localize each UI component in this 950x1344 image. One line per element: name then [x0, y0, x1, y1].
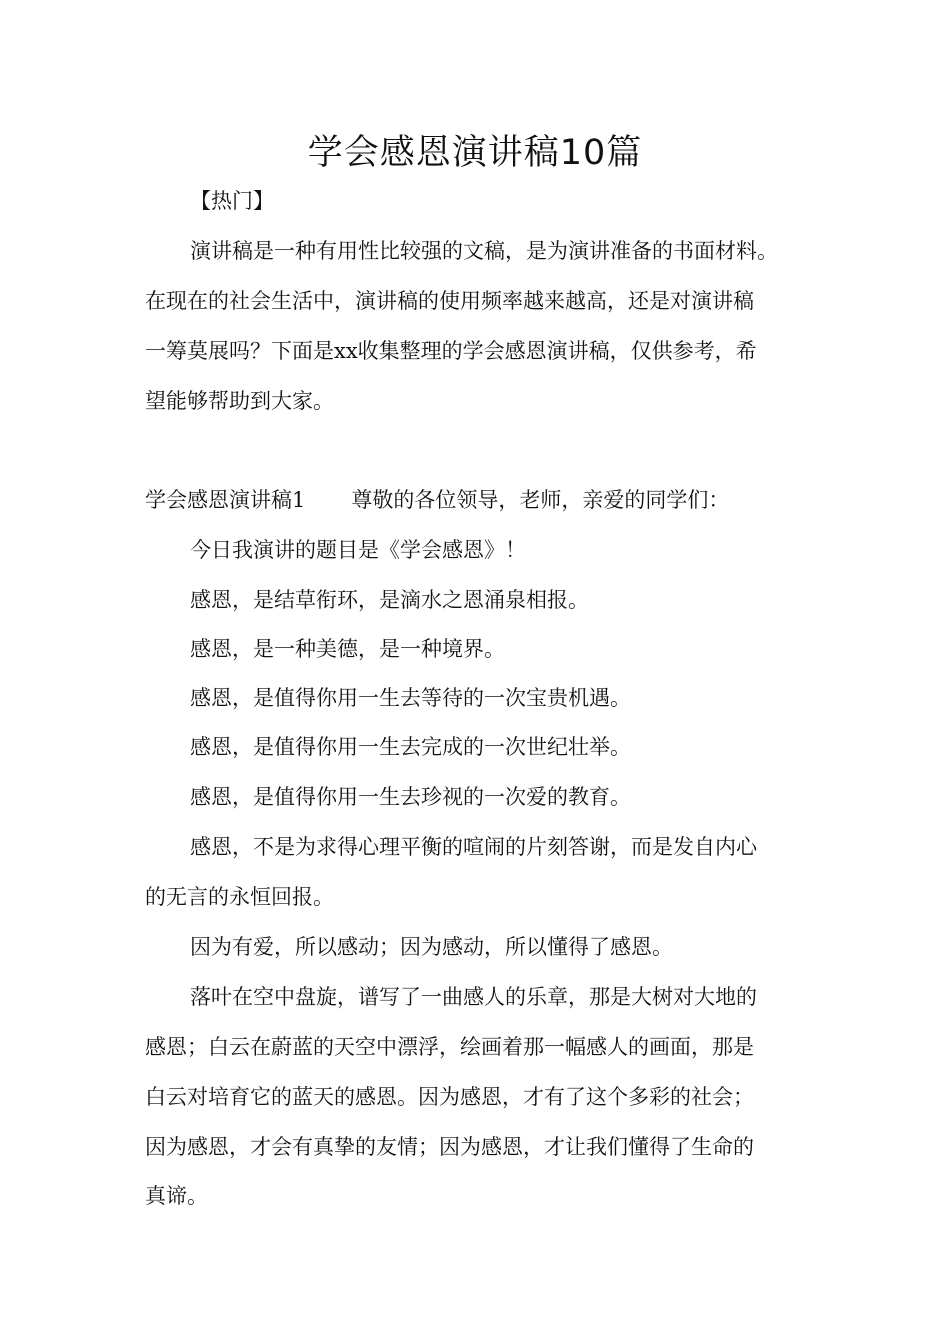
intro-line: 一筹莫展吗？下面是xx收集整理的学会感恩演讲稿，仅供参考，希 [145, 339, 757, 363]
document-title: 学会感恩演讲稿10篇 [307, 133, 643, 173]
intro-line: 演讲稿是一种有用性比较强的文稿，是为演讲准备的书面材料。 [190, 239, 778, 263]
hot-tag: 【热门】 [190, 189, 274, 213]
section-heading: 学会感恩演讲稿1 [145, 488, 306, 512]
intro-line: 望能够帮助到大家。 [145, 389, 334, 413]
body-line: 因为有爱，所以感动；因为感动，所以懂得了感恩。 [190, 935, 673, 959]
body-line: 感恩，不是为求得心理平衡的喧闹的片刻答谢，而是发自内心 [190, 835, 757, 859]
body-line: 感恩；白云在蔚蓝的天空中漂浮，绘画着那一幅感人的画面，那是 [145, 1035, 754, 1059]
section-heading-line [145, 485, 729, 515]
intro-line: 在现在的社会生活中，演讲稿的使用频率越来越高，还是对演讲稿 [145, 289, 754, 313]
body-line: 真谛。 [145, 1184, 208, 1208]
salutation: 尊敬的各位领导，老师，亲爱的同学们： [351, 488, 730, 512]
body-line: 感恩，是一种美德，是一种境界。 [190, 637, 505, 661]
body-line: 今日我演讲的题目是《学会感恩》！ [190, 538, 526, 562]
body-line: 白云对培育它的蓝天的感恩。因为感恩，才有了这个多彩的社会； [145, 1085, 754, 1109]
body-line: 感恩，是值得你用一生去等待的一次宝贵机遇。 [190, 686, 631, 710]
body-line: 落叶在空中盘旋，谱写了一曲感人的乐章，那是大树对大地的 [190, 985, 757, 1009]
body-line: 因为感恩，才会有真挚的友情；因为感恩，才让我们懂得了生命的 [145, 1135, 754, 1159]
body-line: 感恩，是结草衔环，是滴水之恩涌泉相报。 [190, 588, 589, 612]
body-line: 感恩，是值得你用一生去珍视的一次爱的教育。 [190, 785, 631, 809]
body-line: 的无言的永恒回报。 [145, 885, 334, 909]
body-line: 感恩，是值得你用一生去完成的一次世纪壮举。 [190, 735, 631, 759]
